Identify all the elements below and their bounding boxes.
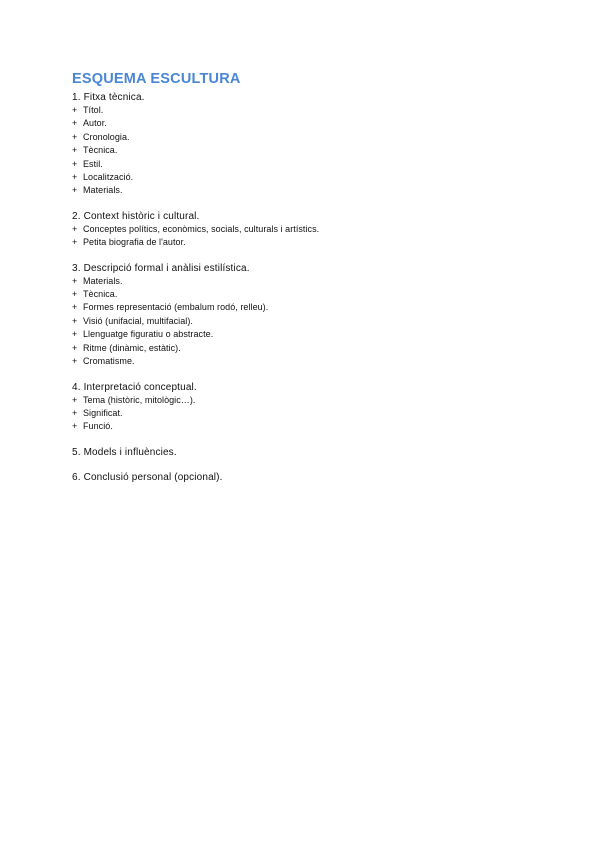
outline-section bbox=[72, 381, 542, 434]
plus-bullet-icon: + bbox=[72, 185, 78, 196]
list-item bbox=[72, 355, 542, 368]
plus-bullet-icon: + bbox=[72, 237, 78, 248]
list-item bbox=[72, 420, 542, 433]
section-heading: 4. Interpretació conceptual. bbox=[72, 381, 197, 393]
list-item-text: Llenguatge figuratiu o abstracte. bbox=[83, 329, 214, 340]
section-item-list bbox=[72, 223, 542, 250]
plus-bullet-icon: + bbox=[72, 342, 78, 353]
list-item bbox=[72, 171, 542, 184]
list-item-text: Tècnica. bbox=[83, 145, 118, 156]
list-item-text: Petita biografia de l'autor. bbox=[83, 237, 186, 248]
list-item bbox=[72, 104, 542, 117]
section-heading: 2. Context històric i cultural. bbox=[72, 210, 200, 222]
list-item-text: Localització. bbox=[83, 172, 134, 183]
outline bbox=[72, 91, 542, 484]
section-heading: 5. Models i influències. bbox=[72, 446, 177, 458]
list-item-text: Visió (unifacial, multifacial). bbox=[83, 315, 193, 326]
plus-bullet-icon: + bbox=[72, 315, 78, 326]
list-item bbox=[72, 275, 542, 288]
list-item bbox=[72, 288, 542, 301]
document-page bbox=[72, 70, 542, 496]
list-item-text: Títol. bbox=[83, 105, 104, 115]
list-item-text: Tècnica. bbox=[83, 289, 118, 300]
section-heading: 3. Descripció formal i anàlisi estilística. bbox=[72, 262, 250, 274]
outline-section bbox=[72, 262, 542, 369]
list-item-text: Materials. bbox=[83, 185, 123, 196]
plus-bullet-icon: + bbox=[72, 105, 78, 115]
list-item bbox=[72, 407, 542, 420]
plus-bullet-icon: + bbox=[72, 223, 78, 234]
plus-bullet-icon: + bbox=[72, 118, 78, 129]
plus-bullet-icon: + bbox=[72, 421, 78, 432]
section-item-list bbox=[72, 394, 542, 434]
outline-section bbox=[72, 446, 542, 459]
section-item-list bbox=[72, 275, 542, 369]
list-item-text: Estil. bbox=[83, 158, 103, 169]
plus-bullet-icon: + bbox=[72, 275, 78, 286]
plus-bullet-icon: + bbox=[72, 158, 78, 169]
outline-section bbox=[72, 471, 542, 484]
list-item bbox=[72, 131, 542, 144]
plus-bullet-icon: + bbox=[72, 407, 78, 418]
list-item-text: Materials. bbox=[83, 275, 123, 286]
plus-bullet-icon: + bbox=[72, 289, 78, 300]
list-item bbox=[72, 117, 542, 130]
outline-section bbox=[72, 210, 542, 250]
list-item-text: Significat. bbox=[83, 407, 123, 418]
list-item bbox=[72, 301, 542, 314]
list-item-text: Ritme (dinàmic, estàtic). bbox=[83, 342, 181, 353]
plus-bullet-icon: + bbox=[72, 302, 78, 313]
list-item bbox=[72, 315, 542, 328]
section-heading: 1. Fitxa tècnica. bbox=[72, 92, 145, 103]
list-item-text: Cronologia. bbox=[83, 131, 130, 142]
plus-bullet-icon: + bbox=[72, 356, 78, 367]
list-item-text: Funció. bbox=[83, 421, 113, 432]
plus-bullet-icon: + bbox=[72, 394, 78, 405]
list-item bbox=[72, 184, 542, 197]
plus-bullet-icon: + bbox=[72, 145, 78, 156]
list-item bbox=[72, 328, 542, 341]
list-item bbox=[72, 236, 542, 249]
list-item bbox=[72, 223, 542, 236]
list-item bbox=[72, 342, 542, 355]
section-heading: 6. Conclusió personal (opcional). bbox=[72, 471, 223, 483]
section-item-list bbox=[72, 104, 542, 198]
document-title: ESQUEMA ESCULTURA bbox=[72, 71, 241, 87]
list-item bbox=[72, 158, 542, 171]
list-item-text: Tema (històric, mitològic…). bbox=[83, 394, 196, 405]
list-item bbox=[72, 144, 542, 157]
list-item-text: Cromatisme. bbox=[83, 356, 135, 367]
plus-bullet-icon: + bbox=[72, 329, 78, 340]
list-item bbox=[72, 394, 542, 407]
list-item-text: Formes representació (embalum rodó, relleu). bbox=[83, 302, 269, 313]
list-item-text: Conceptes polítics, econòmics, socials, culturals i artístics. bbox=[83, 223, 320, 234]
plus-bullet-icon: + bbox=[72, 172, 78, 183]
outline-section bbox=[72, 91, 542, 198]
plus-bullet-icon: + bbox=[72, 131, 78, 142]
list-item-text: Autor. bbox=[83, 118, 107, 129]
